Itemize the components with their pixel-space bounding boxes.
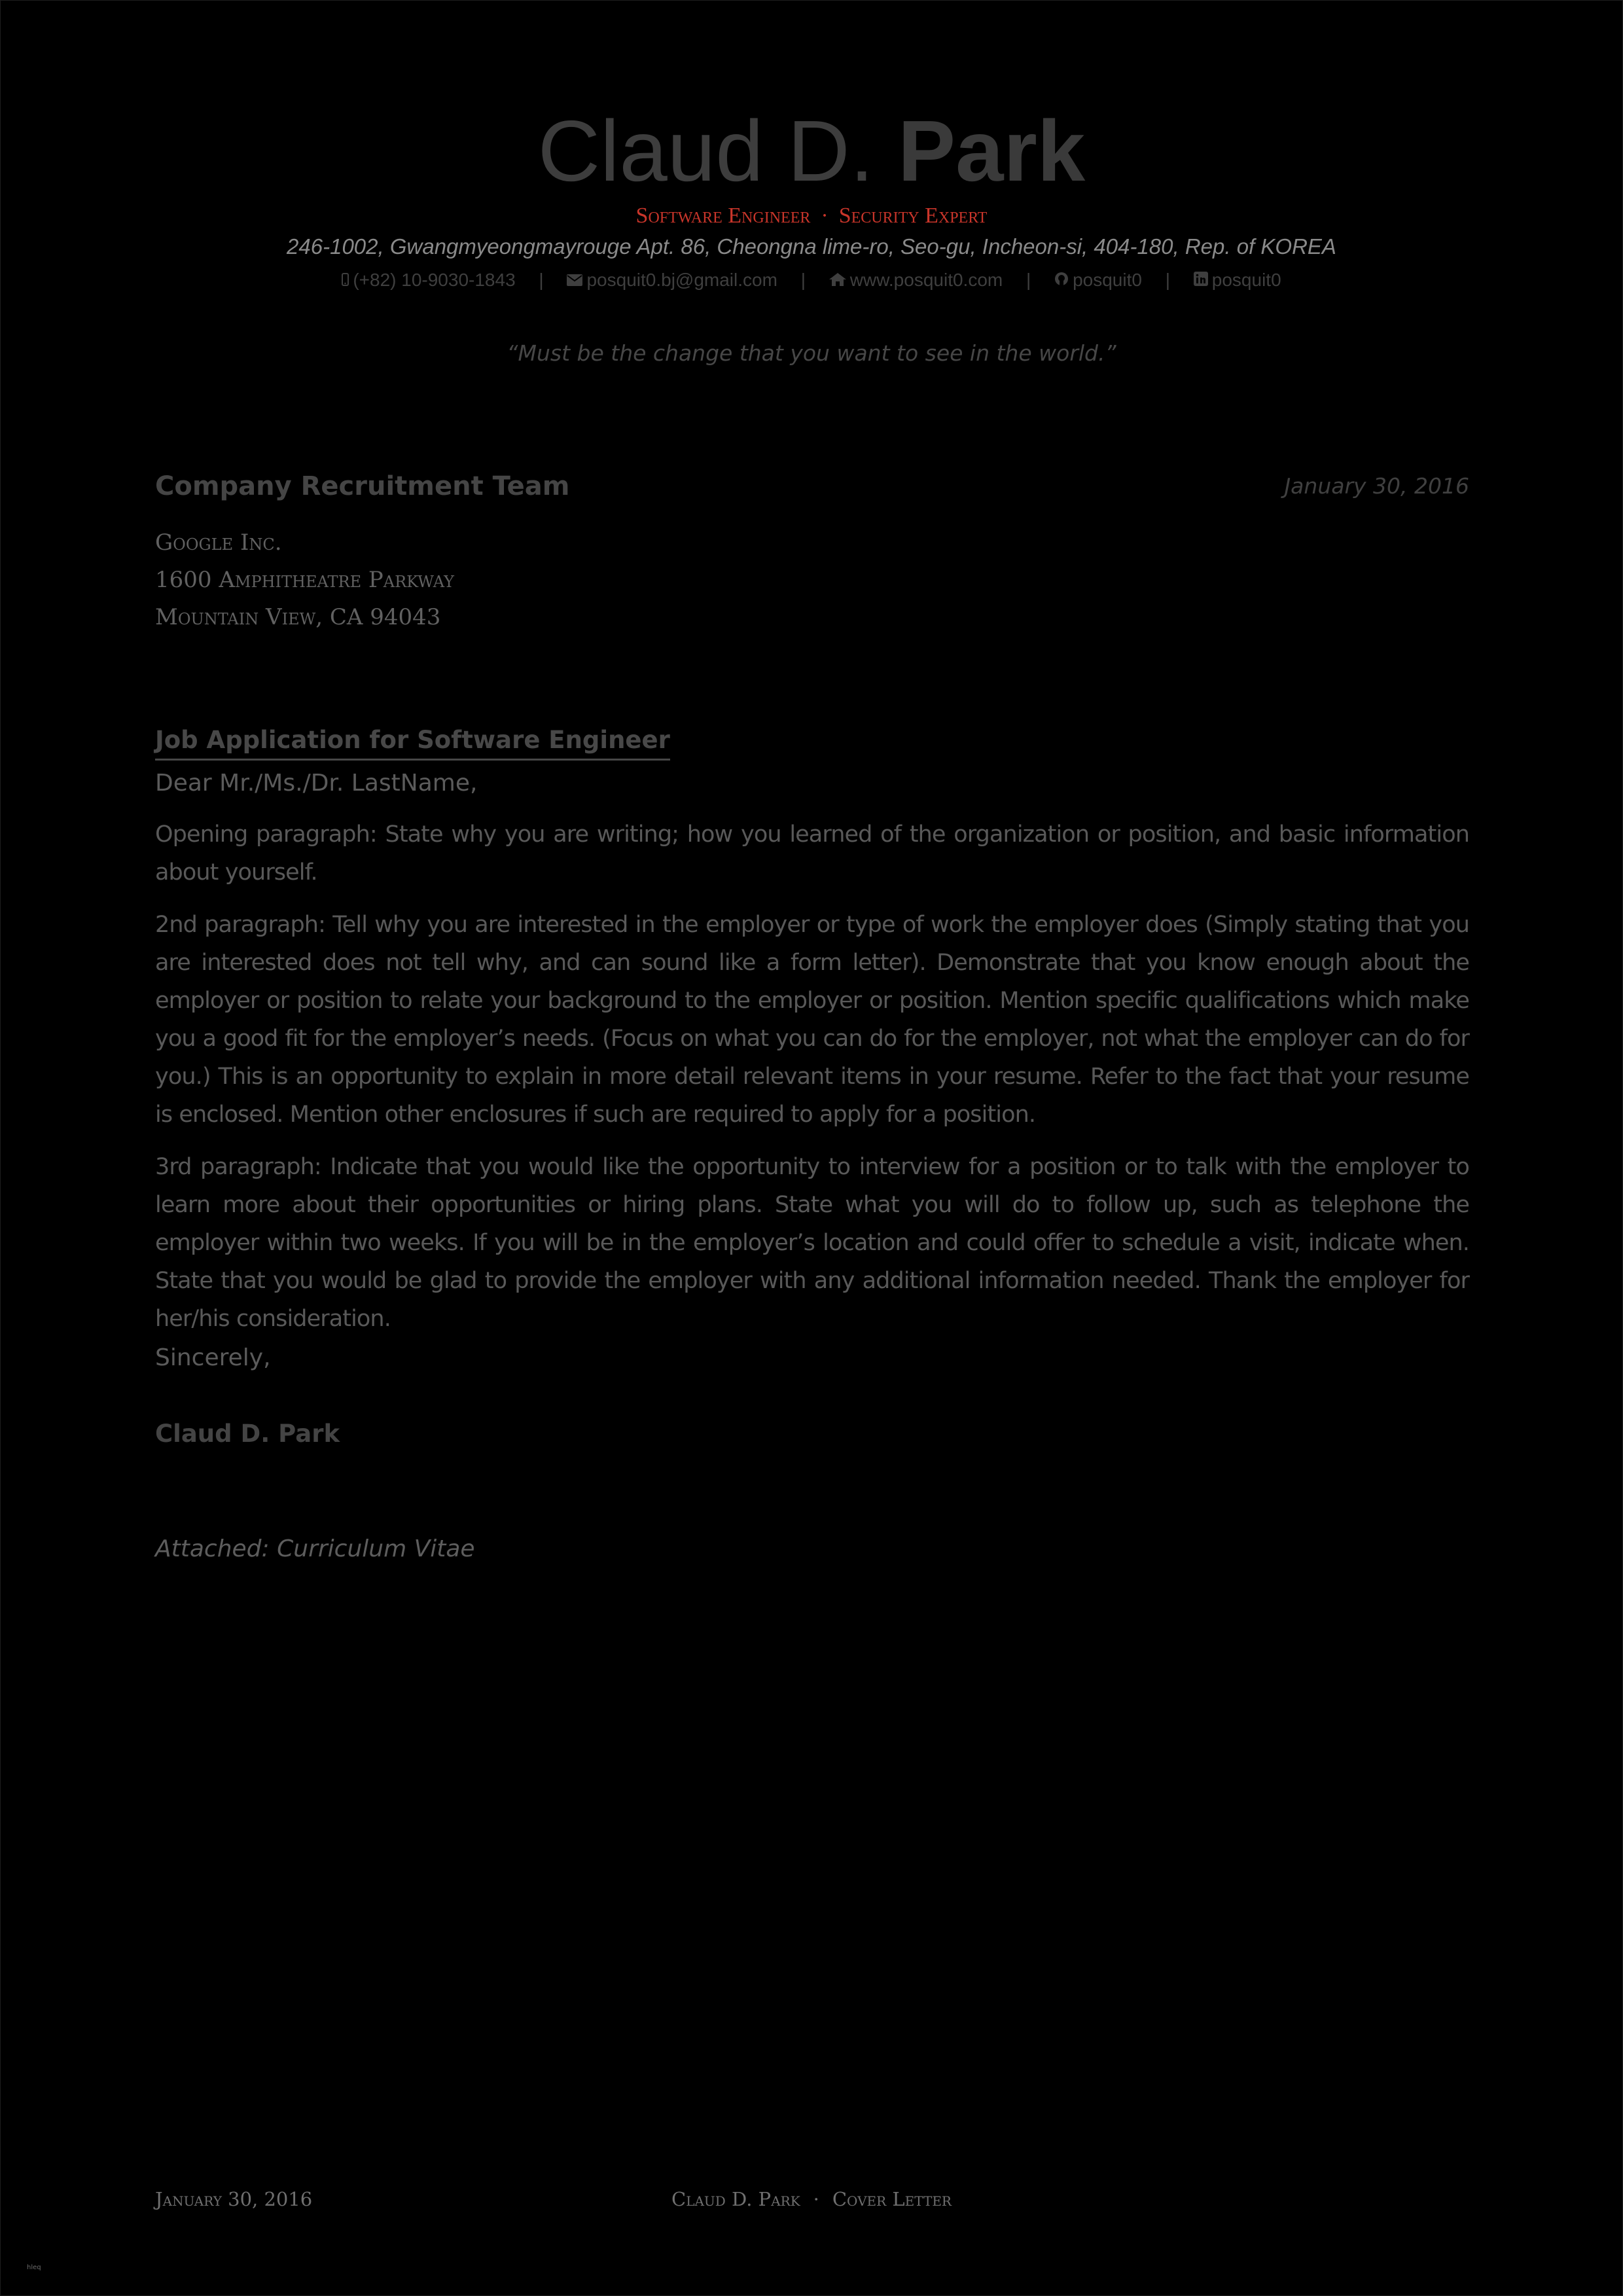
recipient-address-line: Mountain View, CA 94043 xyxy=(155,604,441,630)
email-address: posquit0.bj@gmail.com xyxy=(586,270,777,290)
header-quote: “Must be the change that you want to see in the world.” xyxy=(507,340,1116,366)
linkedin-username: posquit0 xyxy=(1211,270,1281,290)
first-name: Claud D. xyxy=(537,103,874,199)
github-icon xyxy=(1054,270,1069,293)
homepage-url: www.posquit0.com xyxy=(849,270,1003,290)
contact-linkedin[interactable] xyxy=(1194,268,1281,293)
second-paragraph: 2nd paragraph: Tell why you are interested in the employer or type of work the employer does (Simply stating that you are interested does not tell why, and can sound like a form letter). Demonstrate that you know enough about the employer or position to relate your background to the employer or position. Mention specific qualifications which make you a good fit for the employer’s needs. (Focus on what you can do for the employer, not what the employer can do for you.) This is an opportunity to explain in more detail relevant items in your resume. Refer to the fact that your resume is enclosed. Mention other enclosures if such are required to apply for a position. xyxy=(155,912,1469,1128)
contact-bar xyxy=(1,268,1622,293)
last-name: Park xyxy=(898,103,1086,199)
contact-github[interactable] xyxy=(1054,268,1142,293)
letter-header xyxy=(1,102,1622,367)
position-1: Software Engineer xyxy=(635,204,811,228)
linkedin-icon xyxy=(1194,270,1208,293)
corner-mark: hleq xyxy=(27,2264,41,2271)
recipient-address-line: 1600 Amphitheatre Parkway xyxy=(155,567,454,593)
footer-date: January 30, 2016 xyxy=(155,2188,313,2210)
mobile-number: (+82) 10-9030-1843 xyxy=(353,270,516,290)
recipient-row xyxy=(155,468,1469,507)
position-separator: · xyxy=(821,204,829,228)
contact-separator: | xyxy=(1165,270,1170,290)
recipient-address xyxy=(155,524,454,636)
mobile-phone-icon xyxy=(342,270,349,293)
letter-body xyxy=(155,816,1469,1352)
closing: Sincerely, xyxy=(155,1344,271,1371)
recipient-address-line: Google Inc. xyxy=(155,529,282,556)
applicant-name xyxy=(1,102,1622,200)
footer-center xyxy=(1,2187,1622,2212)
position-2: Security Expert xyxy=(838,204,988,228)
contact-separator: | xyxy=(800,270,806,290)
opening-paragraph: Opening paragraph: State why you are writing; how you learned of the organization or position, and basic information about yourself. xyxy=(155,821,1469,886)
applicant-address: 246-1002, Gwangmyeongmayrouge Apt. 86, Cheongna lime-ro, Seo-gu, Incheon-si, 404-180, Rep. of KOREA xyxy=(287,234,1336,259)
contact-separator: | xyxy=(539,270,544,290)
home-icon xyxy=(829,270,846,293)
footer-separator: · xyxy=(813,2188,819,2210)
footer-name: Claud D. Park xyxy=(671,2188,800,2210)
letter-title-wrap xyxy=(155,723,670,761)
enclosure-value: Curriculum Vitae xyxy=(277,1535,475,1562)
contact-email[interactable] xyxy=(567,268,777,293)
github-username: posquit0 xyxy=(1073,270,1142,290)
recipient-title: Company Recruitment Team xyxy=(155,471,570,501)
envelope-icon xyxy=(567,270,582,293)
contact-separator: | xyxy=(1026,270,1031,290)
contact-homepage[interactable] xyxy=(829,268,1003,293)
footer-doc-type: Cover Letter xyxy=(832,2188,952,2210)
enclosure xyxy=(155,1531,475,1568)
positions xyxy=(1,203,1622,229)
contact-mobile[interactable] xyxy=(342,268,515,293)
enclosure-label: Attached: xyxy=(155,1535,270,1562)
signer-name: Claud D. Park xyxy=(155,1420,340,1448)
salutation: Dear Mr./Ms./Dr. LastName, xyxy=(155,770,478,797)
letter-date: January 30, 2016 xyxy=(1284,473,1469,499)
third-paragraph: 3rd paragraph: Indicate that you would like the opportunity to interview for a position or to talk with the employer to learn more about their opportunities or hiring plans. State what you will do to follow up, such as telephone the employer within two weeks. If you will be in the employer’s location and could offer to schedule a visit, indicate when. State that you would be glad to provide the employer with any additional information needed. Thank the employer for her/his consideration. xyxy=(155,1154,1469,1332)
letter-title: Job Application for Software Engineer xyxy=(155,723,670,761)
